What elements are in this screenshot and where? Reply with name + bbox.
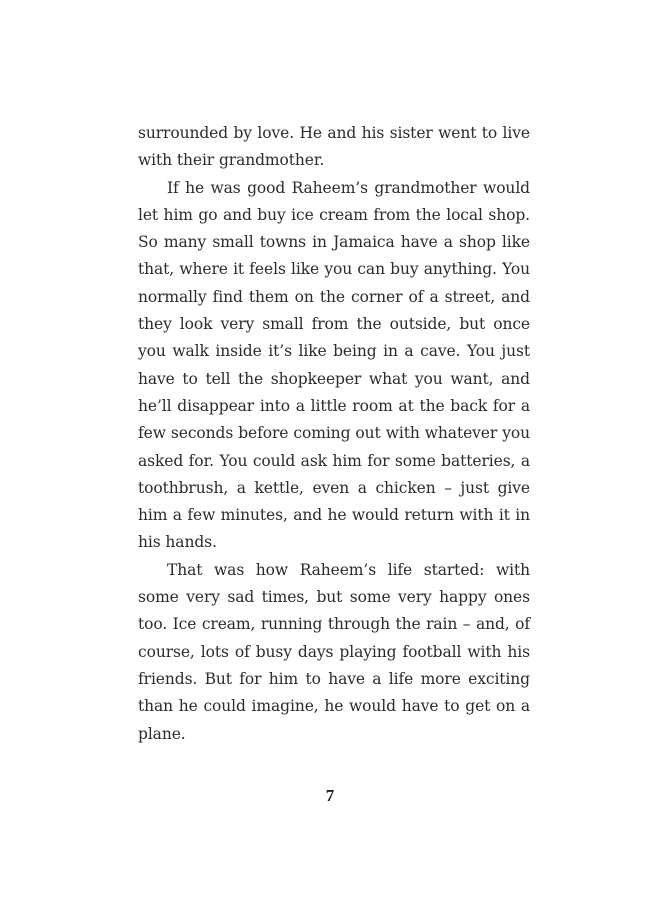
- body-text: [138, 120, 530, 748]
- paragraph-2: If he was good Raheem’s grandmother would let him go and buy ice cream from the local shop. So many small towns in Jamaica have a shop like that, where it feels like you can buy anything. You normally find them on the corner of a street, and they look very small from the outside, but once you walk inside it’s like being in a cave. You just have to tell the shopkeeper what you want, and he’ll disappear into a little room at the back for a few seconds before coming out with whatever you asked for. You could ask him for some batteries, a toothbrush, a kettle, even a chicken – just give him a few minutes, and he would return with it in his hands.: [138, 178, 530, 552]
- paragraph-3: That was how Raheem’s life started: with some very sad times, but some very happy ones too. Ice cream, running through the rain – and, of course, lots of busy days playing football with his friends. But for him to have a life more exciting than he could imagine, he would have to get on a plane.: [138, 560, 530, 743]
- paragraph-1: surrounded by love. He and his sister went to live with their grandmother.: [138, 124, 530, 170]
- page-number: 7: [325, 786, 335, 805]
